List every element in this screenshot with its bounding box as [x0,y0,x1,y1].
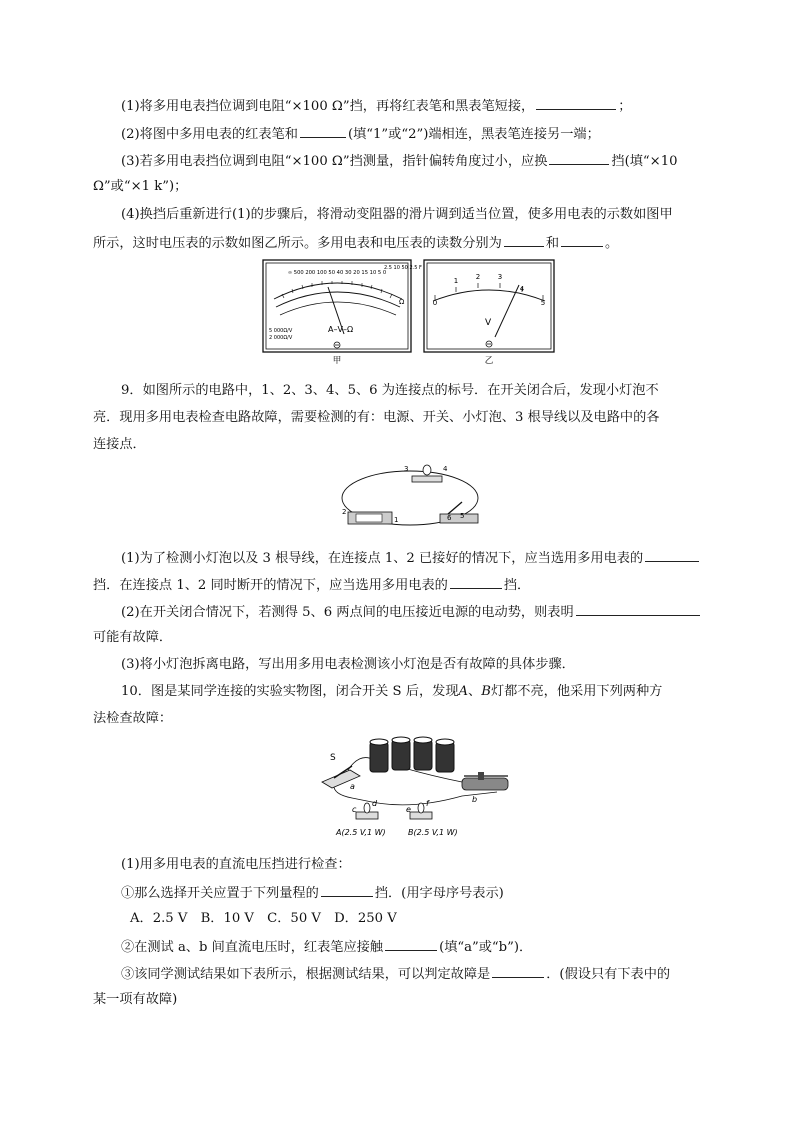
q8-part3-end: 挡(填“×10 [611,154,678,169]
q10-circuit-figure [312,732,522,844]
q8-part2-end: (填“1”或“2”)端相连，黑表笔连接另一端； [347,127,600,142]
q9-part1-text: (1)为了检测小灯泡以及 3 根导线，在连接点 1、2 已接好的情况下，应当选用多用电表的 [121,551,644,566]
voltmeter-figure [423,259,555,367]
lamp-B-ref: B [481,684,491,699]
lamp-A-ref: A [458,684,469,699]
q9-part1-cont-text: 挡．在连接点 1、2 同时断开的情况下，应当选用多用电表的 [93,578,448,593]
meter-range-labels: 2.5 10 50 2.5 F [384,265,422,271]
q8-part3-text: (3)若多用电表挡位调到电阻“×100 Ω”挡测量，指针偏转角度过小，应换 [121,154,548,169]
voltmeter-tick-3: 3 [497,273,503,281]
meter-spec1: 5 000Ω/V [269,328,293,334]
q10-section1-q2 [121,937,532,957]
q8-part3-cont: Ω”或“×1 k”)； [93,179,188,194]
q9-part2-cont: 可能有故障． [93,630,173,645]
q8-part4-text: 所示，这时电压表的示数如图乙所示。多用电表和电压表的读数分别为 [93,236,502,251]
lamp-A-icon [364,803,370,813]
point-label-3: 3 [404,465,409,473]
meter-omega-symbol: Ω [399,298,405,306]
q10-options: A．2.5 V B．10 V C．50 V D．250 V [130,911,397,926]
q8-part3 [121,151,677,171]
point-label-6: 6 [447,514,452,522]
lamp-base [412,476,442,482]
meter-spec2: 2 000Ω/V [269,335,293,341]
q8-part4-and: 和 [545,236,559,251]
point-c: c [352,805,357,814]
voltmeter-body [424,260,554,352]
q10-stem-text2: 灯都不亮，他采用下列两种方 [490,684,663,699]
q8-part2-text: (2)将图中多用电表的红表笔和 [121,127,298,142]
meter-scale-labels: ∞ 500 200 100 50 40 30 20 15 10 5 0 [287,270,387,276]
point-label-5: 5 [460,512,465,520]
q10-stem-line2: 法检查故障： [93,711,173,726]
q9-stem-line3: 连接点． [93,437,146,452]
q9-part3: (3)将小灯泡拆离电路，写出用多用电表检测该小灯泡是否有故障的具体步骤． [121,657,575,672]
q8-part1-text: (1)将多用电表挡位调到电阻“×100 Ω”挡，再将红表笔和黑表笔短接， [121,99,535,114]
lamp-B-icon [418,803,424,813]
point-label-2: 2 [342,508,347,516]
answer-blank[interactable] [300,124,346,138]
voltmeter-tick-5: 5 [540,299,546,307]
q10-q2-text: ②在测试 a、b 间直流电压时，红表笔应接触 [121,940,384,955]
q10-q3-text: ③该同学测试结果如下表所示，根据测试结果，可以判定故障是 [121,967,491,982]
lamp-bulb-icon [423,465,431,475]
answer-blank[interactable] [385,937,437,951]
answer-blank[interactable] [450,575,502,589]
point-label-4: 4 [443,465,448,473]
answer-blank[interactable] [321,883,373,897]
q8-part2 [121,124,600,144]
meter-label: A–V–Ω [328,325,354,334]
q9-stem-line2: 亮．现用多用电表检查电路故障，需要检测的有：电源、开关、小灯泡、3 根导线以及电路中的各 [93,410,660,425]
q9-stem-line1: 9．如图所示的电路中，1、2、3、4、5、6 为连接点的标号．在开关闭合后，发现小灯泡不 [121,383,659,398]
q9-part1-cont [93,575,530,595]
point-label-1: 1 [394,516,399,524]
multimeter-figure [262,259,422,367]
lamp-B-label: B(2.5 V,1 W) [408,828,458,837]
q8-part4-cont [93,233,618,253]
q9-circuit-figure [330,458,490,538]
point-f: f [426,799,429,808]
q8-part1 [121,96,631,116]
q8-part1-end: ； [618,99,632,114]
q10-q3-end: ．(假设只有下表中的 [546,967,671,982]
figure-label-jia: 甲 [332,356,342,366]
answer-blank[interactable] [504,233,544,247]
q9-part1 [121,548,701,568]
q9-part2 [121,602,702,622]
q10-section1-q3 [121,964,670,984]
answer-blank[interactable] [549,151,609,165]
q10-stem-line1 [121,683,662,701]
answer-blank[interactable] [492,964,544,978]
q10-section1-q3-cont: 某一项有故障) [93,992,178,1007]
lamp-A-label: A(2.5 V,1 W) [336,828,386,837]
rheostat-icon [462,772,508,790]
figure-label-yi: 乙 [484,356,494,366]
q10-section1: (1)用多用电表的直流电压挡进行检查： [121,857,351,872]
q9-part1-end: 挡． [503,578,531,593]
answer-blank[interactable] [561,233,603,247]
answer-blank[interactable] [645,548,699,562]
point-a: a [350,782,355,791]
answer-blank[interactable] [576,602,700,616]
point-e: e [406,805,411,814]
q8-part4: (4)换挡后重新进行(1)的步骤后，将滑动变阻器的滑片调到适当位置，使多用电表的示数如图甲 [121,207,673,222]
q9-part2-text: (2)在开关闭合情况下，若测得 5、6 两点间的电压接近电源的电动势，则表明 [121,605,574,620]
voltmeter-unit: V [485,318,492,328]
switch-icon [440,514,478,523]
voltmeter-tick-1: 1 [453,277,459,285]
switch-label-S: S [330,753,336,763]
point-d: d [372,799,378,808]
q10-q1-text: ①那么选择开关应置于下列量程的 [121,886,319,901]
q10-section1-q1 [121,883,504,903]
q10-q2-end: (填“a”或“b”)． [439,940,533,955]
voltmeter-tick-0: 0 [432,299,438,307]
answer-blank[interactable] [536,96,616,110]
q10-q1-end: 挡．(用字母序号表示) [374,886,504,901]
q10-stem-text: 10．图是某同学连接的实验实物图，闭合开关 S 后，发现 [121,684,459,699]
battery-icon [370,737,454,772]
q8-part4-end: 。 [605,236,619,251]
q10-stem-sep: 、 [468,684,482,699]
voltmeter-tick-4: 4 [519,285,525,293]
voltmeter-tick-2: 2 [475,273,481,281]
point-b: b [472,795,478,804]
